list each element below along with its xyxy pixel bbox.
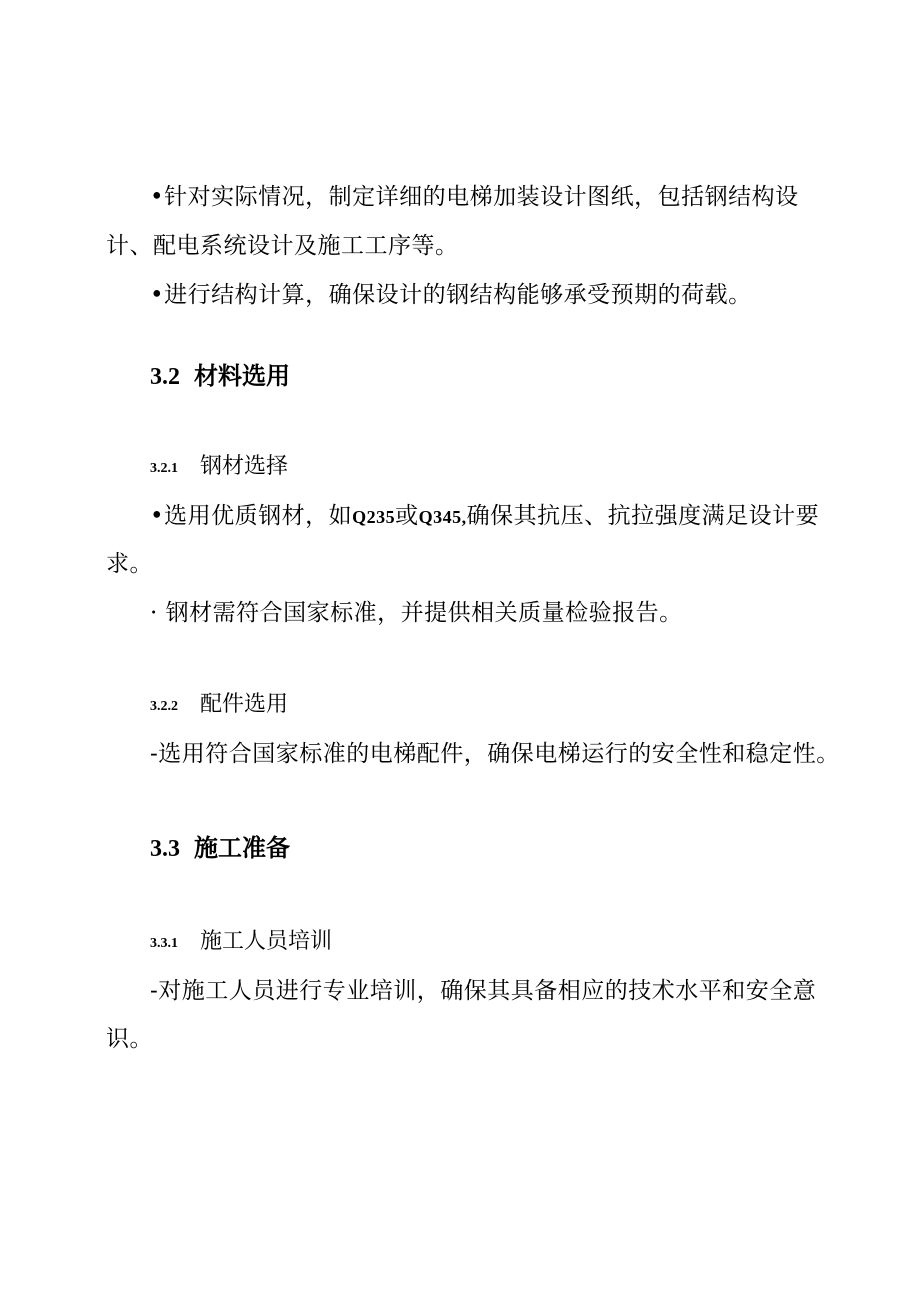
section-title: 施工准备 [194, 834, 290, 862]
section-title: 材料选用 [194, 362, 290, 390]
subsection-number: 3.2.1 [150, 461, 178, 476]
subsection-heading-3-2-1 [150, 452, 288, 484]
steel-grade-q345: Q345, [418, 507, 467, 527]
subsection-number: 3.2.2 [150, 699, 178, 714]
section-number: 3.3 [150, 836, 180, 862]
training-bullet-line2: 识。 [106, 1026, 153, 1052]
section-heading-3-2 [150, 361, 290, 392]
steel-bullet-or: 或 [395, 503, 419, 529]
steel-standard-bullet: · 钢材需符合国家标准，并提供相关质量检验报告。 [150, 600, 683, 626]
steel-bullet-suffix: 确保其抗压、抗拉强度满足设计要 [466, 503, 820, 529]
section-heading-3-3 [150, 833, 290, 864]
design-drawing-bullet-line2: 计、配电系统设计及施工工序等。 [106, 233, 459, 259]
subsection-title: 钢材选择 [200, 454, 289, 479]
subsection-heading-3-3-1 [150, 927, 332, 959]
subsection-title: 施工人员培训 [200, 929, 333, 954]
subsection-heading-3-2-2 [150, 690, 288, 722]
steel-grade-bullet-line2: 求。 [106, 551, 153, 577]
steel-bullet-prefix: •选用优质钢材，如 [150, 503, 353, 529]
steel-grade-bullet-line1 [150, 501, 819, 532]
design-drawing-bullet-line1: •针对实际情况，制定详细的电梯加装设计图纸，包括钢结构设 [150, 184, 799, 210]
subsection-title: 配件选用 [200, 692, 289, 717]
steel-grade-q235: Q235 [352, 507, 396, 527]
subsection-number: 3.3.1 [150, 936, 178, 951]
fittings-bullet: -选用符合国家标准的电梯配件，确保电梯运行的安全性和稳定性。 [150, 741, 840, 767]
structural-calc-bullet: •进行结构计算，确保设计的钢结构能够承受预期的荷载。 [150, 282, 752, 308]
section-number: 3.2 [150, 364, 180, 390]
training-bullet-line1: -对施工人员进行专业培训，确保其具备相应的技术水平和安全意 [150, 978, 817, 1004]
